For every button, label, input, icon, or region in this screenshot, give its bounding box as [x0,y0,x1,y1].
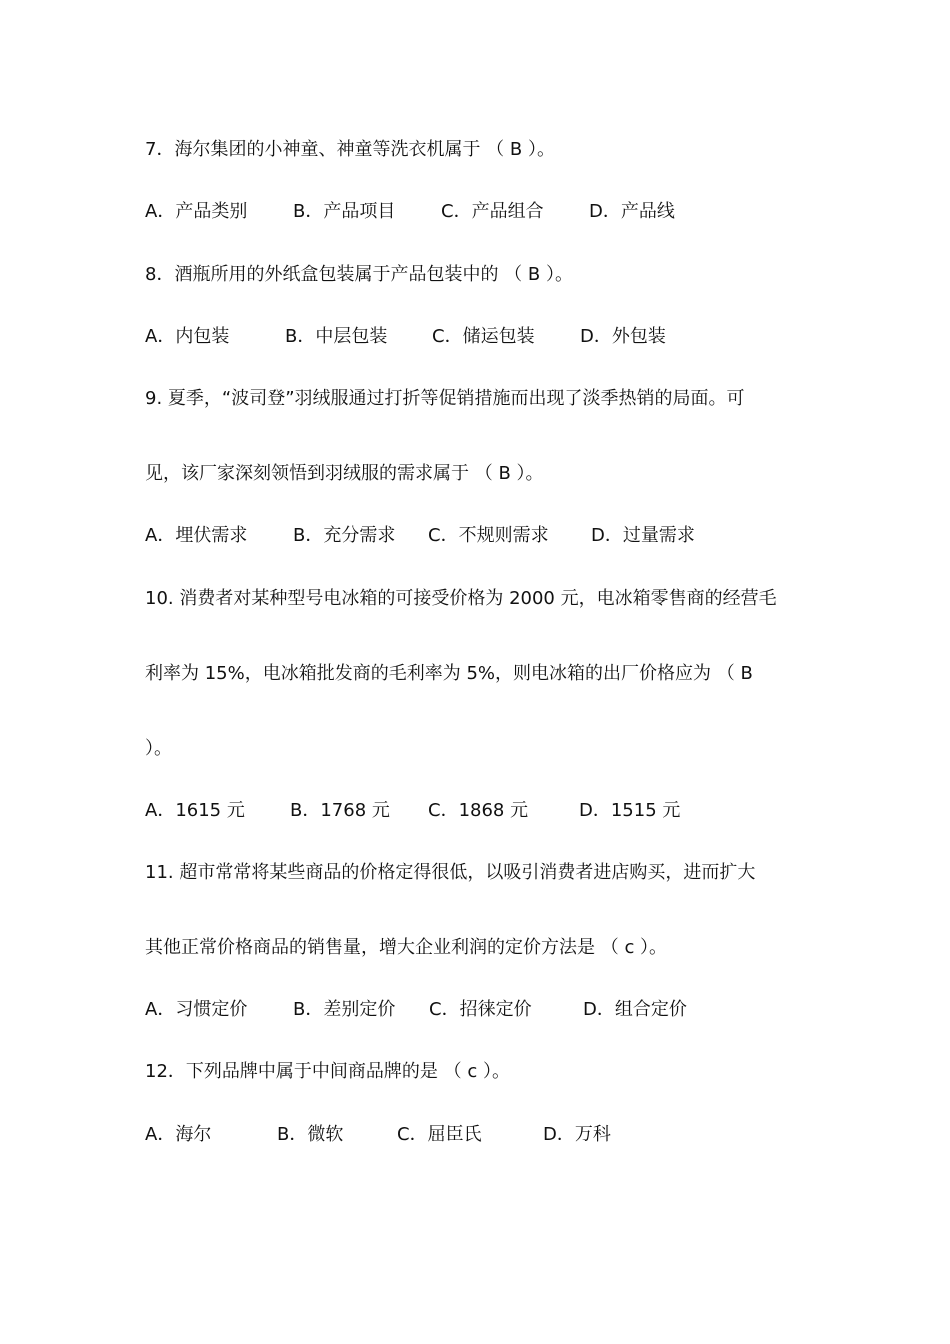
question-12-stem: 12．下列品牌中属于中间商品牌的是 （ c ）。 [145,1061,510,1082]
option-d: D．1515 元 [579,800,681,821]
option-a: A．海尔 [145,1124,212,1145]
question-8-stem: 8．酒瓶所用的外纸盒包装属于产品包装中的 （ B ）。 [145,264,573,285]
option-c: C．储运包装 [432,326,535,347]
option-c: C．屈臣氏 [397,1124,482,1145]
question-9-stem-line-1: 9. 夏季，“波司登”羽绒服通过打折等促销措施而出现了淡季热销的局面。可 [145,388,745,409]
option-d: D．产品线 [589,201,675,222]
option-c: C．1868 元 [428,800,529,821]
option-b: B．微软 [277,1124,344,1145]
question-11-stem-line-1: 11. 超市常常将某些商品的价格定得很低，以吸引消费者进店购买，进而扩大 [145,862,756,883]
question-7-stem: 7．海尔集团的小神童、神童等洗衣机属于 （ B ）。 [145,139,555,160]
option-a: A．埋伏需求 [145,525,248,546]
option-a: A．内包装 [145,326,230,347]
option-b: B．产品项目 [293,201,396,222]
option-b: B．充分需求 [293,525,396,546]
option-b: B．1768 元 [290,800,390,821]
question-10-stem-line-2: 利率为 15%，电冰箱批发商的毛利率为 5%，则电冰箱的出厂价格应为 （ B [145,663,753,684]
option-a: A．习惯定价 [145,999,248,1020]
question-9-stem-line-2: 见，该厂家深刻领悟到羽绒服的需求属于 （ B ）。 [145,463,544,484]
option-c: C．招徕定价 [429,999,532,1020]
option-b: B．差别定价 [293,999,396,1020]
question-10-stem-line-3: ）。 [145,738,172,759]
option-d: D．组合定价 [583,999,687,1020]
option-c: C．产品组合 [441,201,544,222]
option-b: B．中层包装 [285,326,388,347]
question-10-stem-line-1: 10. 消费者对某种型号电冰箱的可接受价格为 2000 元，电冰箱零售商的经营毛 [145,588,777,609]
option-a: A．产品类别 [145,201,248,222]
option-d: D．外包装 [580,326,666,347]
question-11-stem-line-2: 其他正常价格商品的销售量，增大企业利润的定价方法是 （ c ）。 [145,937,668,958]
option-d: D．过量需求 [591,525,695,546]
option-d: D．万科 [543,1124,611,1145]
option-a: A．1615 元 [145,800,245,821]
option-c: C．不规则需求 [428,525,549,546]
